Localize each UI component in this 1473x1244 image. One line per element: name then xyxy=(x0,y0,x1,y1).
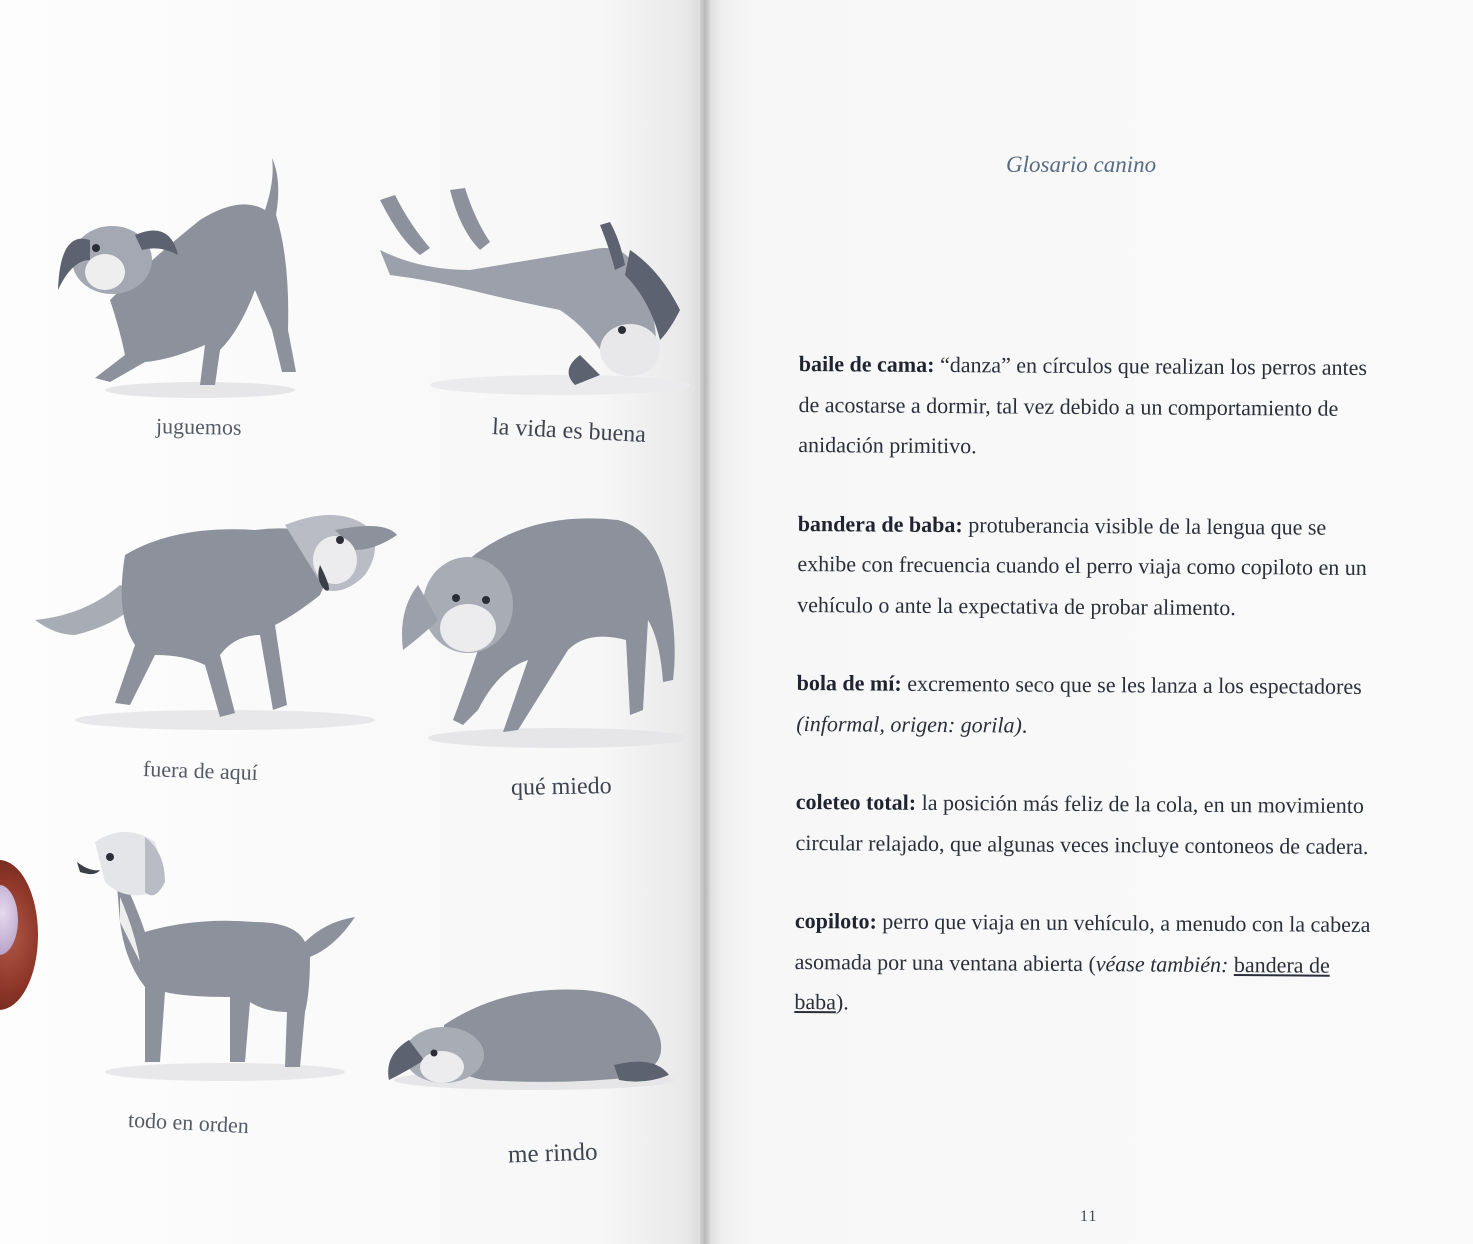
see-also-label: véase también: xyxy=(1095,950,1229,977)
dog-growling-illustration xyxy=(35,505,400,745)
entry-definition: excremento seco que se les lanza a los espectadores xyxy=(901,670,1362,699)
entry-definition: perro que viaja en un vehículo, a menudo con la cabeza asomada por una ventana abierta ( xyxy=(794,908,1371,976)
dog-standing-illustration xyxy=(65,822,360,1087)
entry-tail: . xyxy=(1021,712,1028,738)
entry-tail: ). xyxy=(835,989,849,1015)
entry-definition: la posición más feliz de la cola, en un movimiento circular relajado, que algunas veces incluye contoneos de cadera. xyxy=(795,789,1369,859)
book-gutter xyxy=(700,0,710,1244)
glossary-entry xyxy=(794,901,1375,1027)
page-number: 11 xyxy=(1080,1208,1098,1225)
caption-me-rindo: me rindo xyxy=(507,1138,599,1169)
glossary-entry xyxy=(795,782,1376,867)
glossary-entry xyxy=(796,663,1377,748)
entry-usage-note: (informal, origen: gorila) xyxy=(796,710,1022,738)
entry-definition: protuberancia visible de la lengua que se exhibe con frecuencia cuando el perro viaja como copiloto en un vehículo o ante la expectativa de probar alimento. xyxy=(797,511,1367,620)
entry-term: bola de mí: xyxy=(796,669,902,696)
entry-definition: “danza” en círculos que realizan los perros antes de acostarse a dormir, tal vez debido a un comportamiento de anidación primitivo. xyxy=(798,351,1368,459)
caption-juguemos: juguemos xyxy=(155,413,242,440)
dog-cowering-illustration xyxy=(398,510,698,760)
entry-term: coleteo total: xyxy=(795,788,917,815)
running-head: Glosario canino xyxy=(1006,152,1157,177)
entry-term: copiloto: xyxy=(794,907,877,934)
caption-fuera-de-aqui: fuera de aquí xyxy=(142,756,259,785)
left-page xyxy=(0,0,706,1244)
dog-rolling-illustration xyxy=(360,180,700,410)
caption-que-miedo: qué miedo xyxy=(510,773,612,801)
caption-todo-en-orden: todo en orden xyxy=(127,1106,250,1139)
entry-term: baile de cama: xyxy=(798,350,935,377)
glossary-entries xyxy=(794,344,1379,1065)
entry-term: bandera de baba: xyxy=(797,510,963,537)
glossary-entry xyxy=(798,344,1379,470)
caption-la-vida-es-buena: la vida es buena xyxy=(491,413,647,449)
dog-lying-illustration xyxy=(384,985,674,1095)
dog-play-bow-illustration xyxy=(50,150,300,410)
see-also-link: bandera de baba xyxy=(794,951,1330,1015)
glossary-entry xyxy=(797,503,1378,629)
